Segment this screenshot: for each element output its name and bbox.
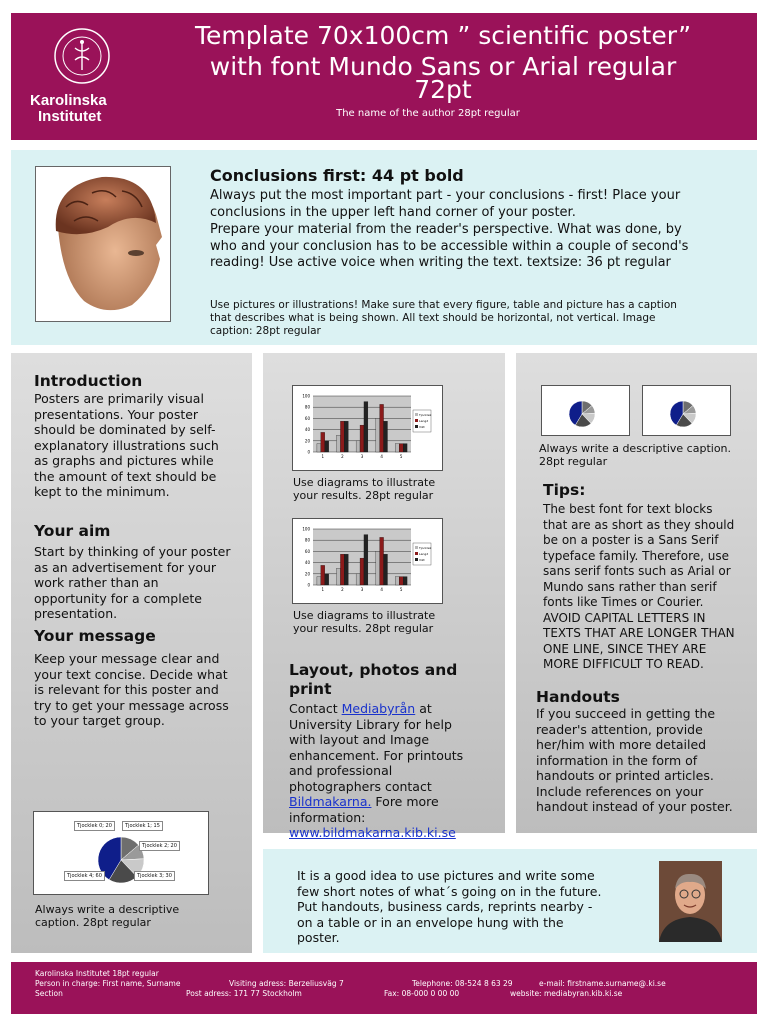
tips-text: The best font for text blocks that are as short as they should be on a poster is a Sans Serif typeface family. Therefore, use sans serif fonts such as Arial or Mundo sans rather than serif fonts like Times or Courier. AVOID CAPITAL LETTERS IN TEXTS THAT ARE LONGER THAN ONE LINE, SINCE THEY ARE MORE DIFFICULT TO READ.	[543, 502, 735, 671]
footer-website: website: mediabyran.kib.ki.se	[510, 989, 623, 998]
footer-section: Section	[35, 989, 63, 998]
bar	[337, 435, 341, 452]
conclusions-caption-note: Use pictures or illustrations! Make sure that every figure, table and picture has a caption that describes what is being shown. All text should be horizontal, not vertical. Image caption: 28pt regular	[210, 299, 677, 337]
handouts-heading: Handouts	[536, 688, 620, 706]
author-name: The name of the author 28pt regular	[336, 108, 520, 119]
legend-swatch	[415, 558, 418, 561]
bar	[325, 574, 329, 585]
bar	[399, 444, 403, 452]
pie-chart-box-2	[541, 385, 630, 436]
poster-footer	[11, 962, 757, 1014]
y-tick-label: 0	[307, 582, 310, 588]
pie-chart	[643, 386, 730, 435]
brain-head-image	[35, 166, 171, 322]
bar	[376, 418, 380, 452]
x-tick-label: 3	[360, 454, 364, 459]
legend-label: Tjocklek	[419, 413, 432, 417]
bar	[340, 421, 344, 452]
pie-label: Tjocklek 1; 15	[122, 821, 163, 831]
bar-chart-box-1	[292, 385, 443, 471]
aim-text: Start by thinking of your poster as an advertisement for your work rather than an opportunity for a complete presentation.	[34, 544, 231, 621]
y-tick-label: 20	[304, 571, 310, 577]
message-text: Keep your message clear and your text concise. Decide what is relevant for this poster and try to get your message across to your target group.	[34, 651, 229, 728]
y-tick-label: 80	[304, 404, 310, 410]
bar	[321, 565, 325, 585]
bar	[317, 444, 321, 452]
bildmakarna-link[interactable]: Bildmakarna.	[289, 794, 372, 809]
bar	[360, 558, 364, 585]
y-tick-label: 60	[304, 548, 310, 554]
introduction-heading: Introduction	[34, 372, 143, 390]
footer-institution: Karolinska Institutet 18pt regular	[35, 969, 159, 978]
bar	[376, 551, 380, 585]
pie-chart-box-3	[642, 385, 731, 436]
x-tick-label: 5	[399, 587, 403, 592]
legend-swatch	[415, 413, 418, 416]
bar	[344, 554, 348, 585]
chart-legend	[413, 410, 432, 432]
y-tick-label: 80	[304, 537, 310, 543]
footer-person: Person in charge: First name, Surname	[35, 979, 181, 988]
footer-email: e-mail: firstname.surname@.ki.se	[539, 979, 666, 988]
x-tick-label: 2	[341, 454, 344, 459]
bar-chart	[293, 519, 442, 603]
karolinska-logo	[20, 18, 130, 128]
pie-label: Tjocklek 2; 20	[139, 841, 180, 851]
bar	[344, 421, 348, 452]
pie-caption-2: Always write a descriptive caption. 28pt regular	[539, 442, 732, 468]
pie-chart	[34, 812, 208, 894]
bildmakarna-url-link[interactable]: www.bildmakarna.kib.ki.se	[289, 825, 456, 840]
footer-post-address: Post adress: 171 77 Stockholm	[186, 989, 302, 998]
y-tick-label: 0	[307, 449, 310, 455]
poster-title: Template 70x100cm ” scientific poster” with font Mundo Sans or Arial regular 72pt	[194, 21, 692, 104]
bar	[317, 577, 321, 585]
layout-heading: Layout, photos and print	[289, 661, 458, 698]
y-tick-label: 100	[302, 526, 310, 532]
x-tick-label: 1	[321, 454, 325, 459]
mediabyran-link[interactable]: Mediabyrån	[341, 701, 416, 716]
x-tick-label: 1	[321, 587, 325, 592]
legend-label: Vikt	[419, 558, 425, 562]
x-tick-label: 3	[360, 587, 364, 592]
legend-label: Tjocklek	[419, 546, 432, 550]
y-tick-label: 40	[304, 560, 310, 566]
bar	[380, 404, 384, 452]
bar	[395, 577, 399, 585]
legend-swatch	[415, 552, 418, 555]
pie-chart-box-1	[33, 811, 209, 895]
bar	[403, 577, 407, 585]
bar	[360, 425, 364, 452]
footer-visiting-address: Visiting adress: Berzeliusväg 7	[229, 979, 344, 988]
bar-chart-box-2	[292, 518, 443, 604]
y-tick-label: 40	[304, 427, 310, 433]
x-tick-label: 5	[399, 454, 403, 459]
conclusions-text-2: Prepare your material from the reader's perspective. What was done, by who and your conclusion has to be accessible within a couple of second's reading! Use active voice when writing the text. textsize: 36 pt regular	[210, 222, 689, 270]
message-heading: Your message	[34, 627, 156, 645]
chart-legend	[413, 543, 432, 565]
footer-fax: Fax: 08-000 0 00 00	[384, 989, 460, 998]
logo-wordmark: Karolinska Institutet	[30, 92, 107, 125]
bar	[384, 421, 388, 452]
bar-chart	[293, 386, 442, 470]
x-tick-label: 2	[341, 587, 344, 592]
seal-icon	[20, 18, 130, 93]
bar	[380, 537, 384, 585]
legend-label: Vikt	[419, 425, 425, 429]
handouts-text: If you succeed in getting the reader's attention, provide her/him with more detailed information in the form of handouts or printed articles. Include references on your handout instead of your poster.	[536, 706, 733, 814]
introduction-text: Posters are primarily visual presentations. Your poster should be dominated by self-explanatory illustrations such as graphs and pictures while the amount of text should be kept to the minimum.	[34, 391, 219, 499]
notes-text: It is a good idea to use pictures and write some few short notes of what´s going on in the future. Put handouts, business cards, reprints nearby - on a table or in an envelope hung with the poster.	[297, 868, 602, 945]
y-tick-label: 20	[304, 438, 310, 444]
legend-label: Langd	[419, 419, 429, 423]
x-tick-label: 4	[380, 454, 383, 459]
pie-label: Tjocklek 4; 60	[64, 871, 105, 881]
aim-heading: Your aim	[34, 522, 111, 540]
bar	[403, 444, 407, 452]
bar	[356, 574, 360, 585]
conclusions-heading: Conclusions first: 44 pt bold	[210, 166, 464, 185]
author-portrait	[659, 861, 722, 942]
legend-label: Langd	[419, 552, 429, 556]
bar-chart-caption-1: Use diagrams to illustrate your results. 28pt regular	[293, 476, 436, 502]
bar	[395, 444, 399, 452]
pie-label: Tjocklek 3; 30	[134, 871, 175, 881]
pie-chart	[542, 386, 629, 435]
layout-text: Contact Mediabyrån at University Library for help with layout and Image enhancement. For printouts and professional photographers contact Bildmakarna. Fore more information: www.bildmakarna.kib.ki.se	[289, 701, 464, 840]
bar	[364, 402, 368, 452]
pie-label: Tjocklek 0; 20	[74, 821, 115, 831]
pie-caption: Always write a descriptive caption. 28pt regular	[35, 903, 180, 929]
bar	[399, 577, 403, 585]
legend-swatch	[415, 546, 418, 549]
legend-swatch	[415, 425, 418, 428]
tips-heading: Tips:	[543, 481, 586, 499]
y-tick-label: 60	[304, 415, 310, 421]
bar	[356, 441, 360, 452]
footer-telephone: Telephone: 08-524 8 63 29	[412, 979, 513, 988]
legend-swatch	[415, 419, 418, 422]
conclusions-text-1: Always put the most important part - your conclusions - first! Place your conclusions in the upper left hand corner of your poster.	[210, 188, 681, 220]
bar	[321, 432, 325, 452]
bar	[325, 441, 329, 452]
x-tick-label: 4	[380, 587, 383, 592]
y-tick-label: 100	[302, 393, 310, 399]
bar	[364, 535, 368, 585]
bar	[340, 554, 344, 585]
bar-chart-caption-2: Use diagrams to illustrate your results. 28pt regular	[293, 609, 436, 635]
bar	[337, 568, 341, 585]
bar	[384, 554, 388, 585]
